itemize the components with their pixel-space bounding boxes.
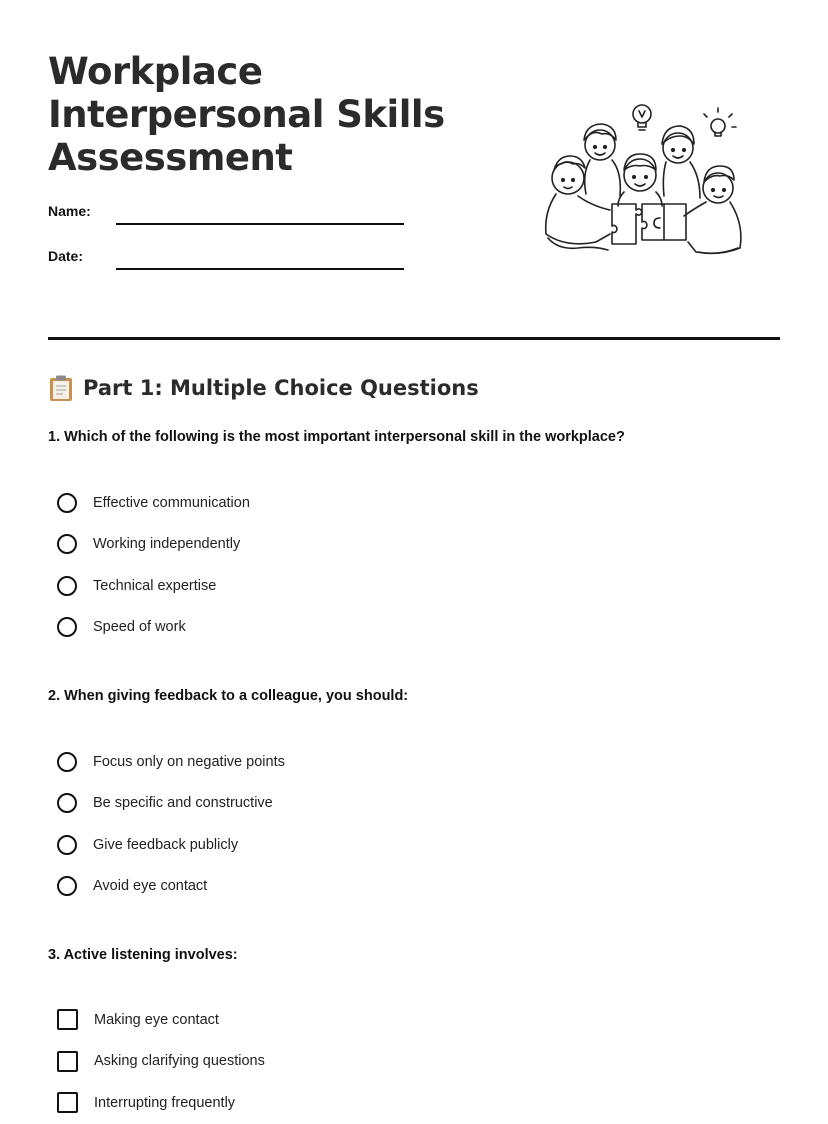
question-2-options (57, 741, 285, 907)
section-divider (48, 337, 780, 340)
date-input-line[interactable] (116, 268, 404, 270)
title-line-2: Interpersonal Skills (48, 93, 445, 136)
clipboard-icon (48, 374, 74, 402)
radio-button[interactable] (57, 835, 77, 855)
answer-option[interactable] (57, 524, 250, 566)
title-line-3: Assessment (48, 136, 293, 179)
radio-button[interactable] (57, 876, 77, 896)
child-figure (584, 124, 620, 196)
name-field (48, 203, 408, 233)
children-building-puzzle-illustration (538, 100, 748, 260)
option-label: Working independently (93, 536, 241, 553)
name-label: Name: (48, 203, 91, 219)
option-label: Speed of work (93, 619, 186, 636)
child-figure (618, 154, 662, 206)
checkbox[interactable] (57, 1051, 78, 1072)
child-figure (546, 156, 610, 250)
option-label: Effective communication (93, 494, 250, 511)
question-3-options (57, 999, 265, 1124)
checkbox[interactable] (57, 1092, 78, 1113)
option-label: Technical expertise (93, 577, 217, 594)
name-input-line[interactable] (116, 223, 404, 225)
answer-option[interactable] (57, 1041, 265, 1083)
answer-option[interactable] (57, 999, 265, 1041)
answer-option[interactable] (57, 783, 285, 825)
worksheet-title (48, 50, 448, 179)
checkbox[interactable] (57, 1009, 78, 1030)
question-1-text: 1. Which of the following is the most important interpersonal skill in the workplace? (48, 429, 625, 445)
answer-option[interactable] (57, 607, 250, 649)
answer-option[interactable] (57, 741, 285, 783)
title-line-1: Workplace (48, 50, 263, 93)
question-1-options (57, 482, 250, 648)
question-3-text: 3. Active listening involves: (48, 947, 238, 963)
puzzle-pieces (612, 204, 686, 244)
answer-option[interactable] (57, 482, 250, 524)
date-label: Date: (48, 248, 84, 264)
answer-option[interactable] (57, 824, 285, 866)
answer-option[interactable] (57, 565, 250, 607)
question-2-text: 2. When giving feedback to a colleague, you should: (48, 688, 409, 704)
radio-button[interactable] (57, 534, 77, 554)
child-figure (684, 166, 741, 253)
radio-button[interactable] (57, 752, 77, 772)
option-label: Give feedback publicly (93, 836, 239, 853)
answer-option[interactable] (57, 866, 285, 908)
option-label: Asking clarifying questions (94, 1053, 265, 1070)
option-label: Interrupting frequently (94, 1094, 236, 1111)
part1-title: Part 1: Multiple Choice Questions (83, 376, 479, 400)
date-field (48, 248, 408, 278)
part1-heading (48, 374, 479, 402)
radio-button[interactable] (57, 617, 77, 637)
radio-button[interactable] (57, 793, 77, 813)
lightbulb-icon (704, 108, 736, 136)
option-label: Avoid eye contact (93, 878, 208, 895)
option-label: Be specific and constructive (93, 795, 273, 812)
lightbulb-icon (633, 105, 651, 130)
child-figure (662, 126, 700, 198)
option-label: Focus only on negative points (93, 753, 285, 770)
radio-button[interactable] (57, 576, 77, 596)
answer-option[interactable] (57, 1082, 265, 1124)
option-label: Making eye contact (94, 1011, 219, 1028)
radio-button[interactable] (57, 493, 77, 513)
